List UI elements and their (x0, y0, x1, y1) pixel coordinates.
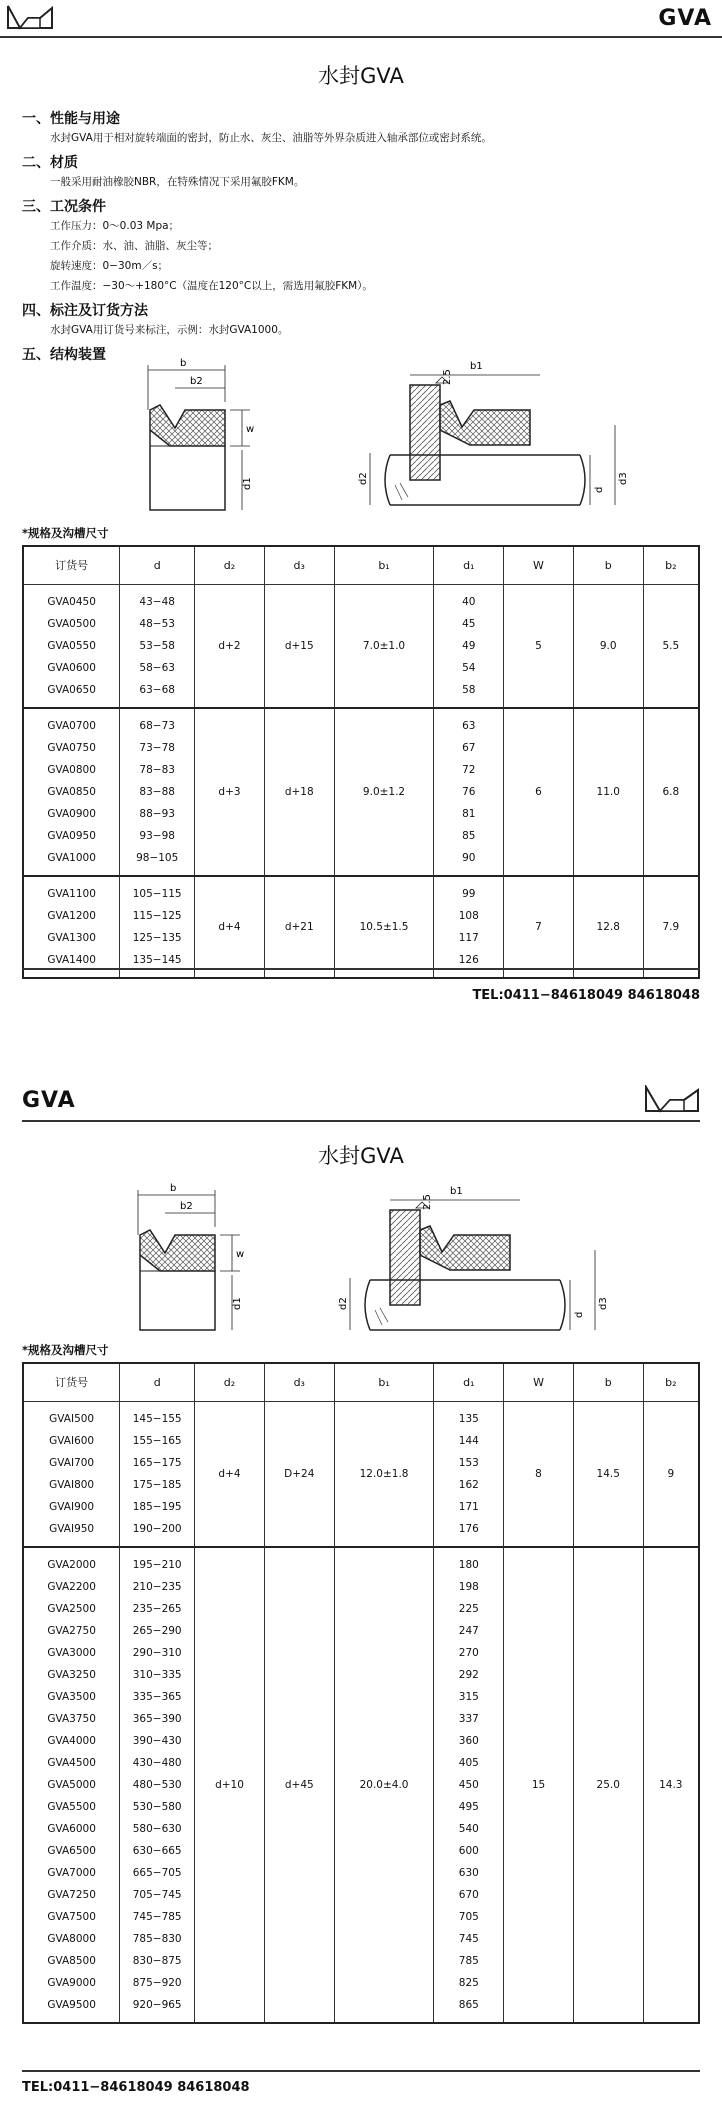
shaft-diameter-value: 290−310 (132, 1646, 182, 1659)
v-ring-seal-logo-icon (644, 1085, 700, 1115)
spec-table-body (23, 1401, 699, 2023)
shaft-diameter-value: 920−965 (132, 1998, 182, 2011)
w-value: 8 (535, 1467, 542, 1480)
dim-b2-label: b2 (180, 1201, 193, 1212)
d1-value: 705 (458, 1910, 479, 1923)
order-code-value: GVA0550 (47, 639, 96, 652)
col-header: b₂ (643, 1363, 699, 1401)
order-code-value: GVA5500 (47, 1800, 96, 1813)
b1-value: 12.0±1.8 (359, 1467, 409, 1480)
d1-value: 247 (458, 1624, 479, 1637)
d1-value: 54 (462, 661, 476, 674)
shaft-diameter-value: 93−98 (139, 829, 175, 842)
order-code-cell (23, 708, 120, 876)
d2-value: d+4 (218, 1467, 241, 1480)
d1-value: 292 (458, 1668, 479, 1681)
contact-phone: TEL:0411−84618049 84618048 (22, 2080, 250, 2095)
shaft-diameter-value: 73−78 (139, 741, 175, 754)
order-code-value: GVA3500 (47, 1690, 96, 1703)
shaft-diameter-value: 830−875 (132, 1954, 182, 1967)
d2-cell (195, 584, 265, 708)
shaft-diameter-cell (120, 1401, 195, 1547)
order-code-value: GVAI600 (49, 1434, 95, 1447)
page-title: 水封GVA (318, 1144, 404, 1168)
shaft-diameter-value: 83−88 (139, 785, 175, 798)
shaft-diameter-value: 78−83 (139, 763, 175, 776)
shaft-diameter-value: 785−830 (132, 1932, 182, 1945)
d1-value: 360 (458, 1734, 479, 1747)
order-code-value: GVA2500 (47, 1602, 96, 1615)
col-header: 订货号 (23, 546, 120, 584)
col-header: b₁ (334, 546, 434, 584)
b2-value: 7.9 (662, 920, 680, 933)
order-code-value: GVA1200 (47, 909, 96, 922)
order-code-value: GVAI700 (49, 1456, 95, 1469)
order-code-value: GVA1300 (47, 931, 96, 944)
d1-value: 495 (458, 1800, 479, 1813)
order-code-value: GVAI500 (49, 1412, 95, 1425)
order-code-cell (23, 876, 120, 978)
spec-table-body (23, 584, 699, 978)
dim-w-label: w (236, 1249, 245, 1260)
shaft-diameter-value: 115−125 (132, 909, 182, 922)
section-heading: 五、结构装置 (22, 347, 106, 363)
d1-value: 117 (458, 931, 479, 944)
d3-value: d+45 (284, 1778, 314, 1791)
dim-d3-label: d3 (598, 1297, 609, 1310)
b1-value: 20.0±4.0 (359, 1778, 409, 1791)
d3-value: d+21 (284, 920, 314, 933)
d1-value: 225 (458, 1602, 479, 1615)
d2-value: d+2 (218, 639, 241, 652)
footer-rule (22, 2070, 700, 2072)
d2-cell (195, 1547, 265, 2023)
shaft-diameter-value: 705−745 (132, 1888, 182, 1901)
shaft-diameter-value: 265−290 (132, 1624, 182, 1637)
b-value: 14.5 (596, 1467, 620, 1480)
d1-value: 67 (462, 741, 476, 754)
w-value: 15 (531, 1778, 546, 1791)
order-code-value: GVA0600 (47, 661, 96, 674)
order-code-value: GVA1100 (47, 887, 96, 900)
shaft-diameter-value: 190−200 (132, 1522, 182, 1535)
shaft-diameter-value: 105−115 (132, 887, 182, 900)
section-text: 工作温度：−30～+180°C（温度在120°C以上，需选用氟胶FKM）。 (50, 280, 373, 292)
shaft-diameter-value: 335−365 (132, 1690, 182, 1703)
shaft-diameter-value: 875−920 (132, 1976, 182, 1989)
dim-d3-label: d3 (618, 472, 629, 485)
dim-b-label: b (170, 1183, 177, 1194)
b2-cell (643, 584, 699, 708)
section-text: 旋转速度：0−30m／s； (50, 260, 169, 272)
shaft-diameter-value: 365−390 (132, 1712, 182, 1725)
shaft-diameter-cell (120, 1547, 195, 2023)
col-header: d₃ (264, 1363, 334, 1401)
installation-diagram (350, 335, 630, 515)
order-code-value: GVA3750 (47, 1712, 96, 1725)
table-note: *规格及沟槽尺寸 (22, 1343, 109, 1357)
d1-value: 58 (462, 683, 476, 696)
order-code-value: GVA6000 (47, 1822, 96, 1835)
shaft-diameter-value: 68−73 (139, 719, 175, 732)
shaft-diameter-value: 580−630 (132, 1822, 182, 1835)
col-header: d₃ (264, 546, 334, 584)
d3-cell (264, 1401, 334, 1547)
col-header: d₂ (195, 1363, 265, 1401)
d1-cell (434, 1547, 504, 2023)
d3-value: d+15 (284, 639, 314, 652)
b1-value: 9.0±1.2 (362, 785, 406, 798)
top-rule (22, 1120, 700, 1122)
d1-value: 670 (458, 1888, 479, 1901)
d1-value: 315 (458, 1690, 479, 1703)
brand-label: GVA (658, 6, 712, 31)
shaft-diameter-cell (120, 876, 195, 978)
order-code-cell (23, 1547, 120, 2023)
d1-value: 76 (462, 785, 476, 798)
d3-cell (264, 876, 334, 978)
shaft-diameter-value: 185−195 (132, 1500, 182, 1513)
shaft-diameter-value: 63−68 (139, 683, 175, 696)
order-code-value: GVA1000 (47, 851, 96, 864)
page-title: 水封GVA (318, 64, 404, 88)
d1-value: 630 (458, 1866, 479, 1879)
v-ring-seal-logo-icon (6, 4, 54, 32)
b-value: 12.8 (596, 920, 620, 933)
section-heading: 二、材质 (22, 155, 78, 171)
b-cell (573, 584, 643, 708)
shaft-diameter-value: 430−480 (132, 1756, 182, 1769)
top-rule (0, 36, 722, 38)
b-value: 25.0 (596, 1778, 620, 1791)
dim-b1-label: b1 (450, 1186, 463, 1197)
d1-value: 126 (458, 953, 479, 966)
col-header: 订货号 (23, 1363, 120, 1401)
order-code-value: GVA3000 (47, 1646, 96, 1659)
d1-value: 540 (458, 1822, 479, 1835)
b1-cell (334, 584, 434, 708)
order-code-value: GVA0500 (47, 617, 96, 630)
shaft-diameter-value: 390−430 (132, 1734, 182, 1747)
shaft-diameter-value: 745−785 (132, 1910, 182, 1923)
d1-value: 45 (462, 617, 476, 630)
d2-value: d+10 (215, 1778, 244, 1791)
order-code-value: GVA5000 (47, 1778, 96, 1791)
d1-value: 99 (462, 887, 476, 900)
shaft-diameter-value: 630−665 (132, 1844, 182, 1857)
d1-cell (434, 876, 504, 978)
b1-cell (334, 708, 434, 876)
d1-value: 90 (462, 851, 476, 864)
b2-value: 9 (667, 1467, 675, 1480)
dim-d2-label: d2 (358, 472, 369, 485)
shaft-diameter-value: 310−335 (132, 1668, 182, 1681)
order-code-value: GVA1400 (47, 953, 96, 966)
w-value: 7 (535, 920, 542, 933)
spec-table-1 (22, 545, 700, 979)
shaft-diameter-value: 58−63 (139, 661, 175, 674)
w-cell (504, 876, 574, 978)
shaft-diameter-cell (120, 584, 195, 708)
dim-d-label: d (574, 1311, 585, 1318)
section-heading: 三、工况条件 (22, 199, 106, 215)
table-row-group (23, 708, 699, 876)
w-cell (504, 584, 574, 708)
d1-cell (434, 1401, 504, 1547)
order-code-cell (23, 584, 120, 708)
section-text: 水封GVA用订货号来标注，示例：水封GVA1000。 (50, 324, 289, 336)
col-header: W (504, 1363, 574, 1401)
shaft-diameter-value: 235−265 (132, 1602, 182, 1615)
b2-cell (643, 1547, 699, 2023)
b1-value: 10.5±1.5 (359, 920, 409, 933)
dim-b-label: b (180, 358, 187, 369)
b-cell (573, 1547, 643, 2023)
b2-value: 6.8 (662, 785, 680, 798)
section-text: 水封GVA用于相对旋转端面的密封，防止水、灰尘、油脂等外界杂质进入轴承部位或密封系统。 (50, 132, 492, 144)
d1-value: 135 (458, 1412, 479, 1425)
d1-value: 72 (462, 763, 476, 776)
shaft-diameter-value: 48−53 (139, 617, 175, 630)
d1-value: 144 (458, 1434, 479, 1447)
b2-value: 5.5 (662, 639, 680, 652)
col-header: d₁ (434, 546, 504, 584)
d1-value: 825 (458, 1976, 479, 1989)
d1-value: 745 (458, 1932, 479, 1945)
order-code-value: GVA0900 (47, 807, 96, 820)
w-value: 5 (535, 639, 542, 652)
d3-value: D+24 (284, 1467, 315, 1480)
d1-value: 108 (458, 909, 479, 922)
col-header: d (120, 1363, 195, 1401)
b1-cell (334, 876, 434, 978)
d1-value: 198 (458, 1580, 479, 1593)
shaft-diameter-value: 165−175 (132, 1456, 182, 1469)
dim-b2-label: b2 (190, 376, 203, 387)
b-value: 9.0 (599, 639, 617, 652)
b-value: 11.0 (596, 785, 620, 798)
shaft-diameter-value: 195−210 (132, 1558, 182, 1571)
d1-value: 600 (458, 1844, 479, 1857)
b-cell (573, 708, 643, 876)
col-header: d (120, 546, 195, 584)
shaft-diameter-value: 135−145 (132, 953, 182, 966)
order-code-value: GVA2000 (47, 1558, 96, 1571)
dim-d1-label: d1 (242, 477, 253, 490)
order-code-value: GVAI800 (49, 1478, 95, 1491)
shaft-diameter-value: 155−165 (132, 1434, 182, 1447)
shaft-diameter-value: 43−48 (139, 595, 175, 608)
shaft-diameter-cell (120, 708, 195, 876)
dim-2-5-label: 2.5 (422, 1194, 433, 1210)
w-cell (504, 708, 574, 876)
shaft-diameter-value: 480−530 (132, 1778, 182, 1791)
d3-cell (264, 1547, 334, 2023)
order-code-value: GVAI950 (49, 1522, 95, 1535)
d1-value: 180 (458, 1558, 479, 1571)
shaft-diameter-value: 98−105 (136, 851, 179, 864)
dim-2-5-label: 2.5 (442, 369, 453, 385)
order-code-cell (23, 1401, 120, 1547)
b1-cell (334, 1547, 434, 2023)
order-code-value: GVA0650 (47, 683, 96, 696)
col-header: b (573, 546, 643, 584)
order-code-value: GVA2750 (47, 1624, 96, 1637)
shaft-diameter-value: 145−155 (132, 1412, 182, 1425)
d1-value: 153 (458, 1456, 479, 1469)
b2-cell (643, 708, 699, 876)
b1-value: 7.0±1.0 (362, 639, 406, 652)
col-header: d₂ (195, 546, 265, 584)
order-code-value: GVA0750 (47, 741, 96, 754)
dim-d-label: d (594, 486, 605, 493)
order-code-value: GVA0800 (47, 763, 96, 776)
dim-b1-label: b1 (470, 361, 483, 372)
shaft-diameter-value: 53−58 (139, 639, 175, 652)
d1-value: 865 (458, 1998, 479, 2011)
d1-value: 176 (458, 1522, 479, 1535)
order-code-value: GVA0950 (47, 829, 96, 842)
b-cell (573, 1401, 643, 1547)
section-text: 工作介质：水、油、油脂、灰尘等； (50, 240, 218, 252)
order-code-value: GVA4500 (47, 1756, 96, 1769)
d1-value: 63 (462, 719, 476, 732)
d3-cell (264, 584, 334, 708)
w-value: 6 (535, 785, 542, 798)
order-code-value: GVA3250 (47, 1668, 96, 1681)
spec-table-2 (22, 1362, 700, 2024)
d1-value: 40 (462, 595, 476, 608)
order-code-value: GVA8000 (47, 1932, 96, 1945)
order-code-value: GVA9500 (47, 1998, 96, 2011)
d1-value: 450 (458, 1778, 479, 1791)
order-code-value: GVAI900 (49, 1500, 95, 1513)
b1-cell (334, 1401, 434, 1547)
d1-value: 785 (458, 1954, 479, 1967)
d2-cell (195, 1401, 265, 1547)
d1-value: 49 (462, 639, 476, 652)
order-code-value: GVA6500 (47, 1844, 96, 1857)
installation-diagram (330, 1160, 610, 1340)
d1-value: 270 (458, 1646, 479, 1659)
d1-cell (434, 708, 504, 876)
order-code-value: GVA7000 (47, 1866, 96, 1879)
order-code-value: GVA8500 (47, 1954, 96, 1967)
d3-value: d+18 (284, 785, 314, 798)
seal-cross-section-diagram (130, 350, 290, 515)
footer-rule (22, 968, 700, 970)
w-cell (504, 1547, 574, 2023)
shaft-diameter-value: 175−185 (132, 1478, 182, 1491)
order-code-value: GVA7500 (47, 1910, 96, 1923)
section-text: 工作压力：0～0.03 Mpa； (50, 220, 180, 232)
order-code-value: GVA0700 (47, 719, 96, 732)
order-code-value: GVA0850 (47, 785, 96, 798)
table-row-group (23, 584, 699, 708)
d2-value: d+4 (218, 920, 241, 933)
shaft-diameter-value: 665−705 (132, 1866, 182, 1879)
d2-cell (195, 876, 265, 978)
d1-value: 85 (462, 829, 476, 842)
shaft-diameter-value: 210−235 (132, 1580, 182, 1593)
table-row-group (23, 1547, 699, 2023)
col-header: b₂ (643, 546, 699, 584)
b2-cell (643, 1401, 699, 1547)
b2-value: 14.3 (659, 1778, 683, 1791)
d1-cell (434, 584, 504, 708)
d2-cell (195, 708, 265, 876)
section-heading: 四、标注及订货方法 (22, 303, 148, 319)
d2-value: d+3 (218, 785, 241, 798)
dim-d2-label: d2 (338, 1297, 349, 1310)
order-code-value: GVA7250 (47, 1888, 96, 1901)
contact-phone: TEL:0411−84618049 84618048 (472, 988, 700, 1003)
d1-value: 81 (462, 807, 476, 820)
b-cell (573, 876, 643, 978)
table-row-group (23, 1401, 699, 1547)
order-code-value: GVA4000 (47, 1734, 96, 1747)
col-header: W (504, 546, 574, 584)
shaft-diameter-value: 530−580 (132, 1800, 182, 1813)
d3-cell (264, 708, 334, 876)
brand-label: GVA (22, 1088, 76, 1113)
shaft-diameter-value: 125−135 (132, 931, 182, 944)
dim-d1-label: d1 (232, 1297, 243, 1310)
table-note: *规格及沟槽尺寸 (22, 526, 109, 540)
col-header: b (573, 1363, 643, 1401)
order-code-value: GVA0450 (47, 595, 96, 608)
dim-w-label: w (246, 424, 255, 435)
section-heading: 一、性能与用途 (22, 111, 120, 127)
b2-cell (643, 876, 699, 978)
d1-value: 405 (458, 1756, 479, 1769)
col-header: b₁ (334, 1363, 434, 1401)
section-text: 一般采用耐油橡胶NBR，在特殊情况下采用氟胶FKM。 (50, 176, 305, 188)
d1-value: 162 (458, 1478, 479, 1491)
d1-value: 337 (458, 1712, 479, 1725)
col-header: d₁ (434, 1363, 504, 1401)
order-code-value: GVA2200 (47, 1580, 96, 1593)
d1-value: 171 (458, 1500, 479, 1513)
w-cell (504, 1401, 574, 1547)
table-row-group (23, 876, 699, 978)
seal-cross-section-diagram (120, 1175, 280, 1340)
shaft-diameter-value: 88−93 (139, 807, 175, 820)
order-code-value: GVA9000 (47, 1976, 96, 1989)
